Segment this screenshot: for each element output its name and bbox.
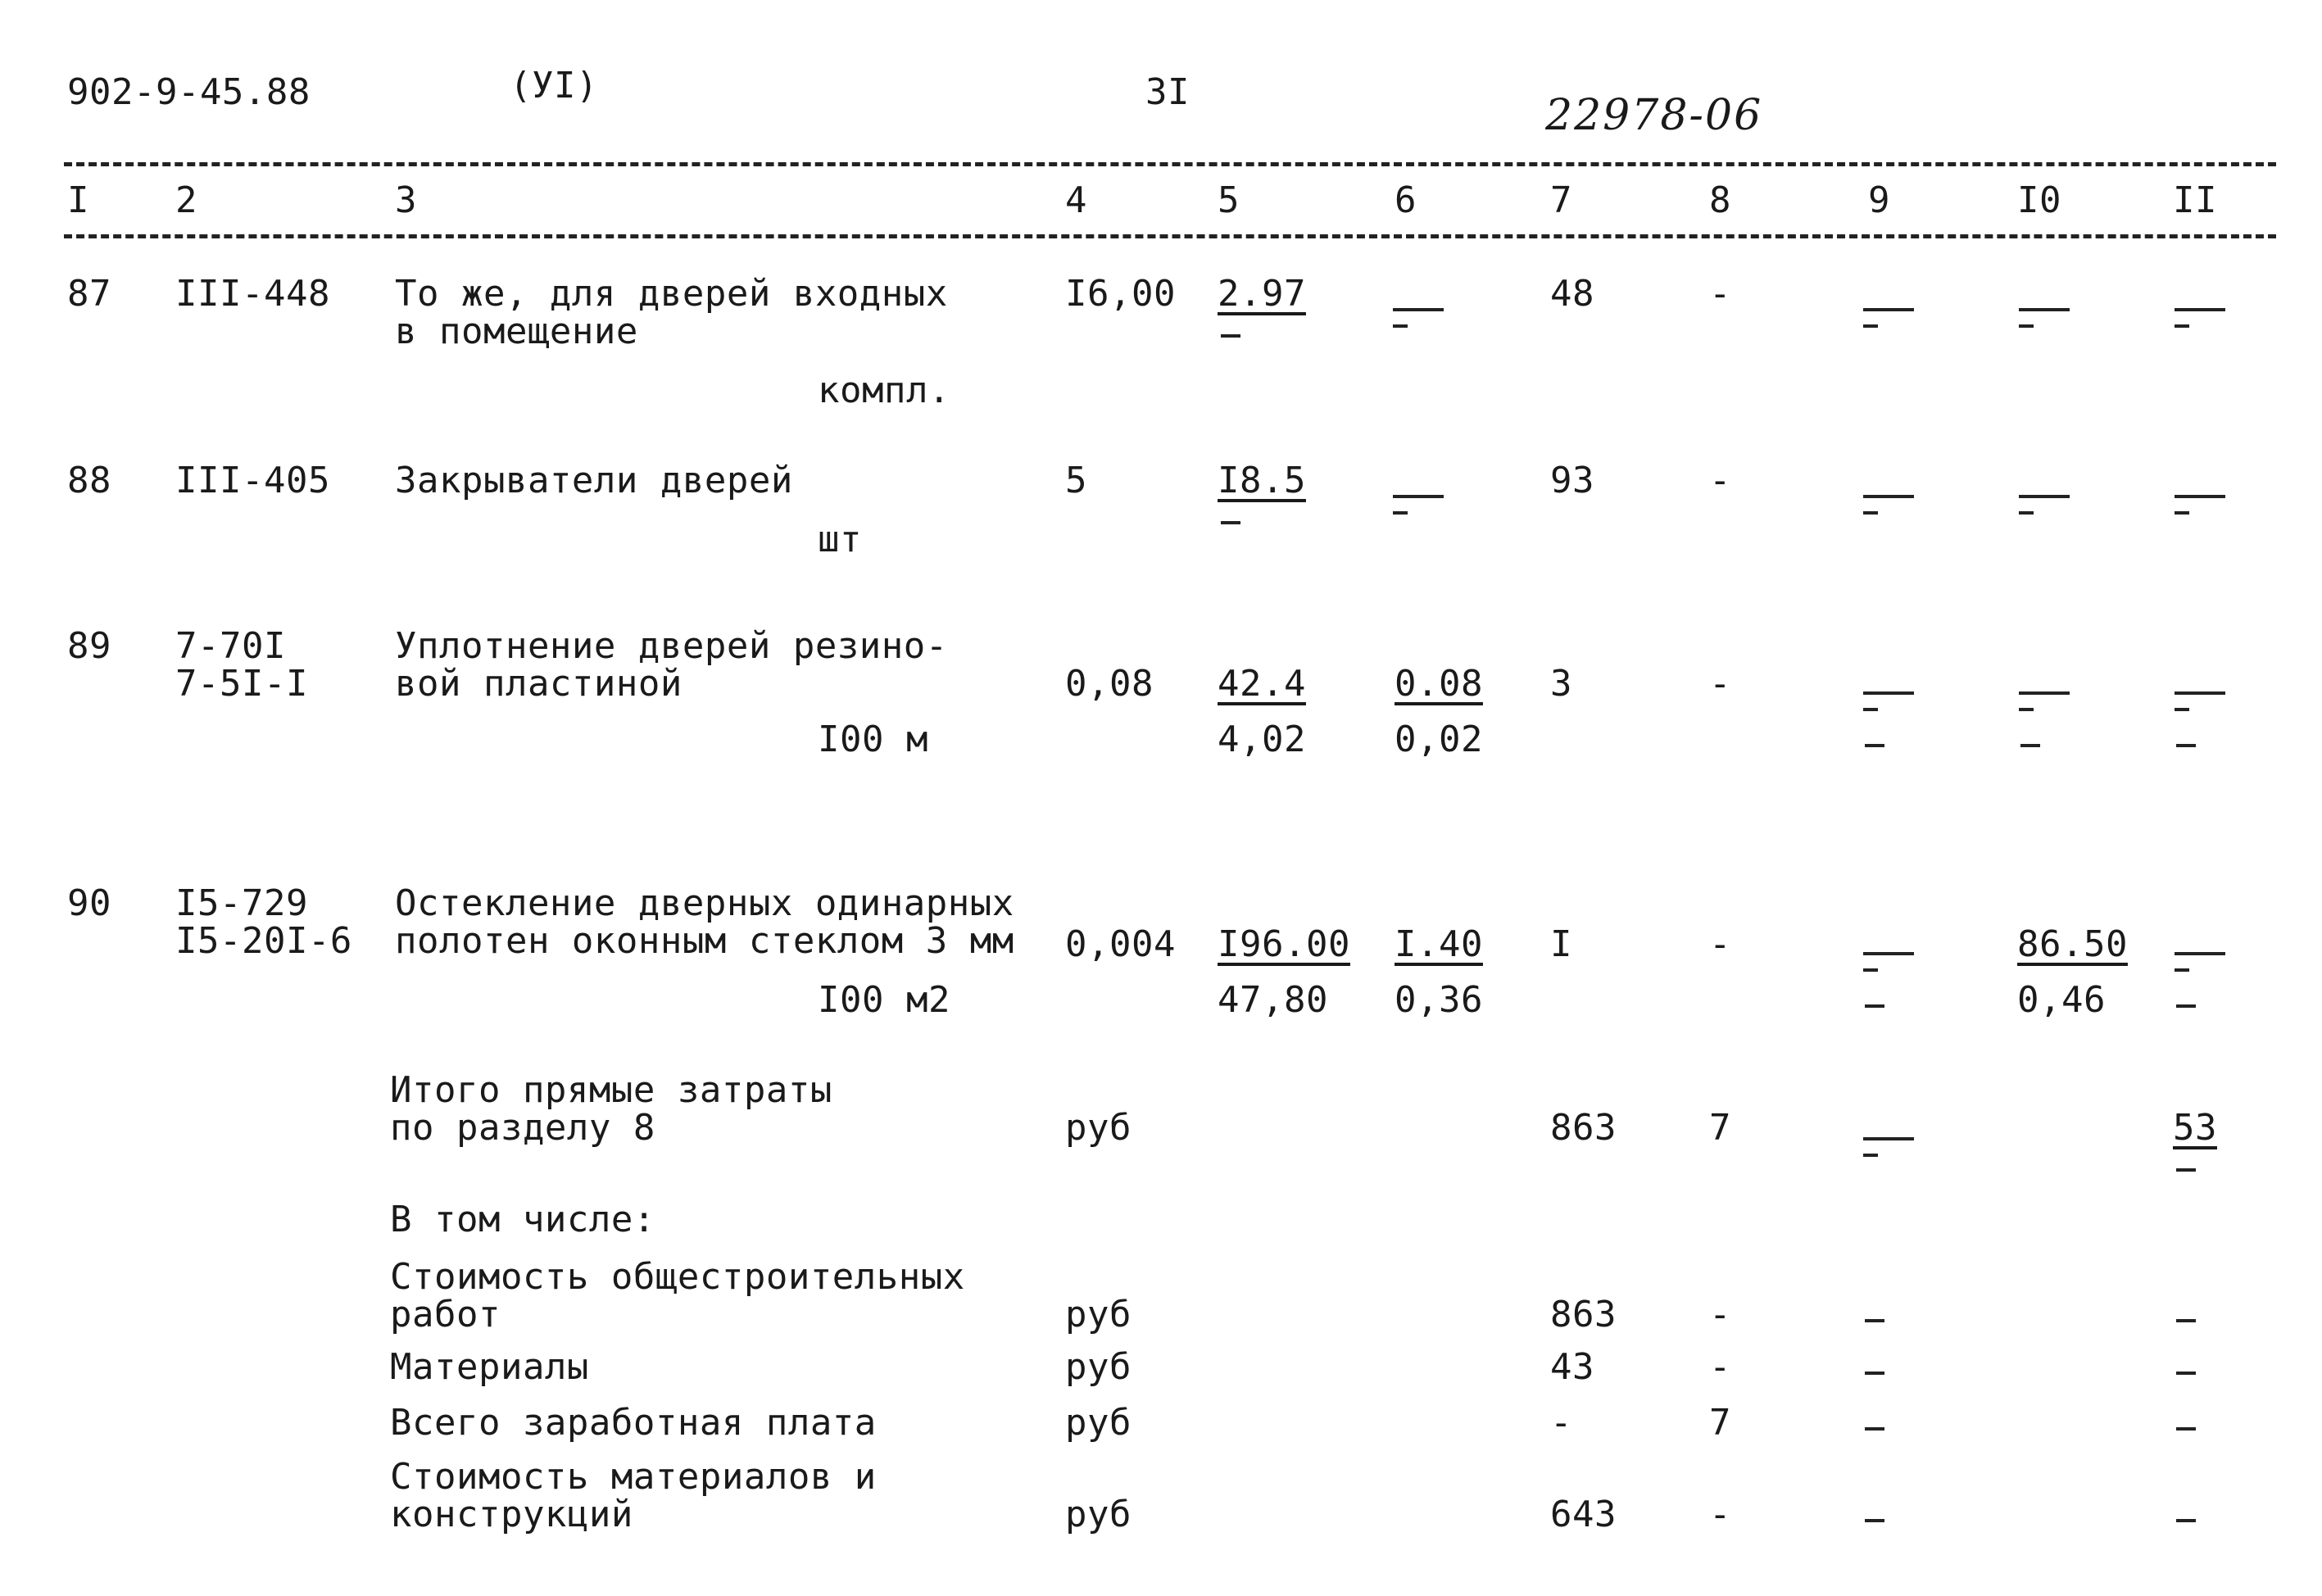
item-label: Всего заработная плата <box>390 1402 877 1444</box>
item-wage: 7 <box>1709 1402 1731 1444</box>
handwritten-number: 22978-06 <box>1545 91 1763 140</box>
empty-fraction-mark <box>1858 691 1924 713</box>
empty-fraction-mark <box>2014 691 2079 713</box>
item-unit: руб <box>1065 1494 1132 1535</box>
col8-value: - <box>1709 663 1731 705</box>
row-quantity: 0,004 <box>1065 923 1176 965</box>
dash-mark <box>2176 1427 2196 1431</box>
dash-mark <box>2020 744 2040 747</box>
machine-wage: 0,36 <box>1395 979 1483 1021</box>
row-unit: I00 м2 <box>818 979 950 1021</box>
dash-mark <box>2176 1168 2196 1172</box>
item-label: Стоимость общестроительных <box>390 1256 965 1298</box>
dash-mark <box>1865 1519 1884 1522</box>
including-label: В том числе: <box>390 1199 655 1240</box>
item-unit: руб <box>1065 1402 1132 1444</box>
total-unit: руб <box>1065 1107 1132 1149</box>
row-unit: шт <box>818 519 862 560</box>
row-number: 90 <box>67 882 111 924</box>
item-wage: - <box>1709 1346 1731 1388</box>
item-wage: - <box>1709 1294 1731 1335</box>
empty-fraction-mark <box>1858 1137 1924 1158</box>
dash-mark <box>1865 1319 1884 1322</box>
item-cost: - <box>1550 1402 1572 1444</box>
total-cost: 3 <box>1550 663 1572 705</box>
dash-mark <box>2176 1004 2196 1008</box>
machine-wage: 0,02 <box>1395 719 1483 760</box>
dash-mark <box>2176 1319 2196 1322</box>
unit-wage: 4,02 <box>1218 719 1306 760</box>
unit-cost: 42.4 <box>1218 663 1306 705</box>
total-cost: I <box>1550 923 1572 965</box>
col-header-8: 8 <box>1709 179 1731 221</box>
col-header-9: 9 <box>1868 179 1890 221</box>
total-wage: 7 <box>1709 1107 1731 1149</box>
total-cost: 863 <box>1550 1107 1617 1149</box>
dash-mark <box>1221 334 1240 338</box>
col-header-4: 4 <box>1065 179 1087 221</box>
empty-fraction-mark <box>2014 495 2079 516</box>
dash-mark <box>2176 1519 2196 1522</box>
dash-mark <box>1865 1372 1884 1375</box>
row-quantity: 0,08 <box>1065 663 1154 705</box>
item-label: работ <box>390 1294 501 1335</box>
dash-mark <box>1865 744 1884 747</box>
col-header-5: 5 <box>1218 179 1240 221</box>
dash-mark <box>1865 1427 1884 1431</box>
col10-value: 86.50 <box>2017 923 2128 965</box>
empty-fraction-mark <box>2170 495 2235 516</box>
col-header-11: II <box>2173 179 2217 221</box>
price-code: 7-5I-I <box>175 663 308 705</box>
total-cost: 48 <box>1550 273 1594 315</box>
document-code: 902-9-45.88 <box>67 71 311 113</box>
row-description: полотен оконным стеклом 3 мм <box>395 920 1014 962</box>
row-description: Уплотнение дверей резино- <box>395 625 948 667</box>
price-code: 7-70I <box>175 625 286 667</box>
col10-wage: 0,46 <box>2017 979 2106 1021</box>
page-number: 3I <box>1145 71 1190 113</box>
col8-value: - <box>1709 923 1731 965</box>
col-header-2: 2 <box>175 179 197 221</box>
empty-fraction-mark <box>2014 308 2079 329</box>
row-description: То же, для дверей входных <box>395 273 948 315</box>
total-cost: 93 <box>1550 460 1594 501</box>
empty-fraction-mark <box>2170 308 2235 329</box>
row-description: Остекление дверных одинарных <box>395 882 1014 924</box>
header-bottom-rule <box>64 234 2276 238</box>
header-top-rule <box>64 162 2276 166</box>
empty-fraction-mark <box>1858 952 1924 973</box>
item-cost: 43 <box>1550 1346 1594 1388</box>
row-description: вой пластиной <box>395 663 683 705</box>
item-unit: руб <box>1065 1346 1132 1388</box>
item-cost: 863 <box>1550 1294 1617 1335</box>
col8-value: - <box>1709 460 1731 501</box>
col-header-7: 7 <box>1550 179 1572 221</box>
total-label: по разделу 8 <box>390 1107 655 1149</box>
row-unit: I00 м <box>818 719 928 760</box>
col-header-10: I0 <box>2017 179 2061 221</box>
item-cost: 643 <box>1550 1494 1617 1535</box>
row-description: Закрыватели дверей <box>395 460 793 501</box>
dash-mark <box>2176 744 2196 747</box>
empty-fraction-mark <box>1388 495 1454 516</box>
dash-mark <box>2176 1372 2196 1375</box>
item-wage: - <box>1709 1494 1731 1535</box>
section-number: (УI) <box>510 65 598 107</box>
col-header-3: 3 <box>395 179 417 221</box>
item-unit: руб <box>1065 1294 1132 1335</box>
price-code: III-405 <box>175 460 330 501</box>
item-label: конструкций <box>390 1494 633 1535</box>
price-code: I5-729 <box>175 882 308 924</box>
total-label: Итого прямые затраты <box>390 1069 832 1111</box>
row-unit: компл. <box>818 370 950 411</box>
unit-cost: 2.97 <box>1218 273 1306 315</box>
empty-fraction-mark <box>2170 952 2235 973</box>
empty-fraction-mark <box>2170 691 2235 713</box>
item-label: Стоимость материалов и <box>390 1456 877 1498</box>
row-quantity: 5 <box>1065 460 1087 501</box>
machine-cost: 0.08 <box>1395 663 1483 705</box>
empty-fraction-mark <box>1858 308 1924 329</box>
price-code: I5-20I-6 <box>175 920 352 962</box>
row-number: 88 <box>67 460 111 501</box>
dash-mark <box>1865 1004 1884 1008</box>
col-header-6: 6 <box>1395 179 1417 221</box>
row-number: 87 <box>67 273 111 315</box>
empty-fraction-mark <box>1858 495 1924 516</box>
item-label: Материалы <box>390 1346 589 1388</box>
unit-wage: 47,80 <box>1218 979 1328 1021</box>
row-quantity: I6,00 <box>1065 273 1176 315</box>
row-description: в помещение <box>395 311 638 352</box>
machine-cost: I.40 <box>1395 923 1483 965</box>
dash-mark <box>1221 521 1240 524</box>
empty-fraction-mark <box>1388 308 1454 329</box>
total-col11: 53 <box>2173 1107 2217 1149</box>
price-code: III-448 <box>175 273 330 315</box>
unit-cost: I96.00 <box>1218 923 1350 965</box>
unit-cost: I8.5 <box>1218 460 1306 501</box>
row-number: 89 <box>67 625 111 667</box>
col-header-1: I <box>67 179 89 221</box>
col8-value: - <box>1709 273 1731 315</box>
